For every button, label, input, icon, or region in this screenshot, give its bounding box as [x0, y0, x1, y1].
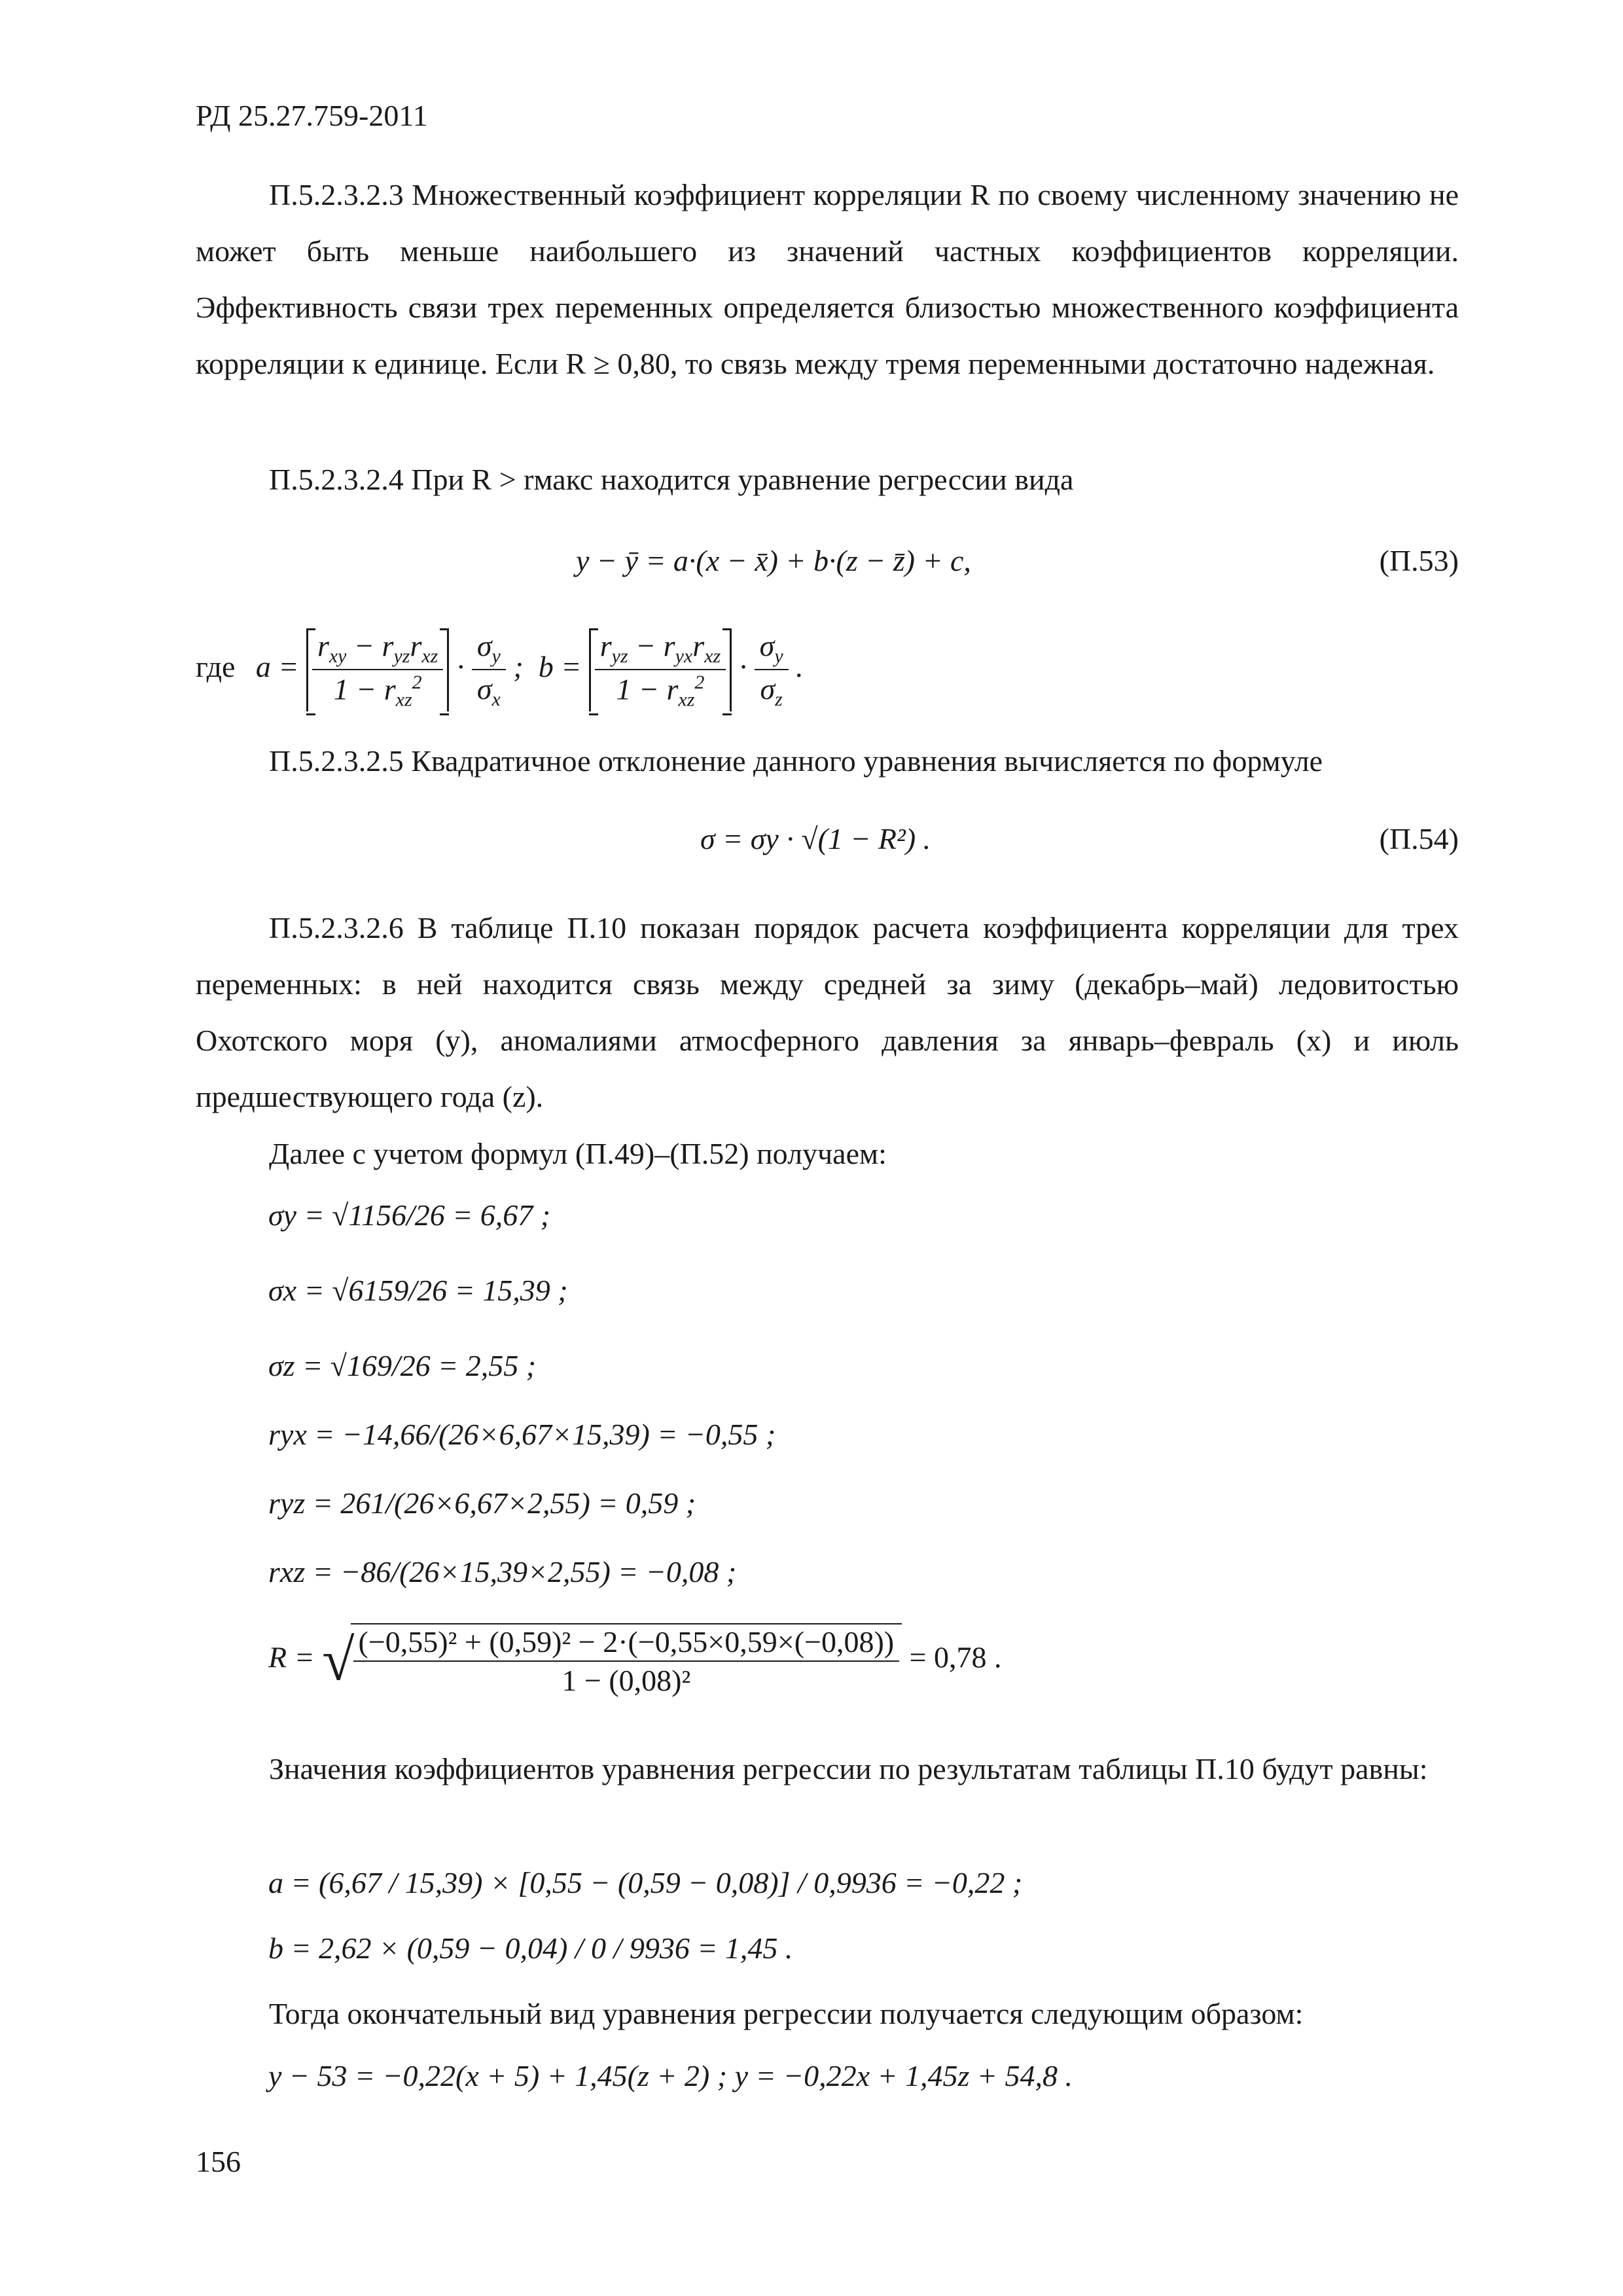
calc-r-xz: rxz = −86/(26×15,39×2,55) = −0,08 ; [268, 1555, 737, 1588]
b-fraction: $\frac{r_{yz} - r_{yx}r_{xz}}{1 - r_{xz}^2}$ [595, 628, 726, 711]
paragraph-further: Далее с учетом формул (П.49)–(П.52) получаем: [269, 1137, 887, 1170]
calc-R [268, 1623, 1002, 1698]
paragraph-5-2-3-2-3: П.5.2.3.2.3 Множественный коэффициент корреляции R по своему численному значению не может быть меньше наибольшего из значений частных коэффициентов корреляции. Эффективность связи трех переменных определяется близостью множественного коэффициента корреляции к единице. Если R ≥ 0,80, то связь между тремя переменными достаточно надежная. [196, 178, 1459, 380]
calc-sigma-y: σy = √1156/26 = 6,67 ; [268, 1198, 551, 1232]
paragraph-coefficients: Значения коэффициентов уравнения регрессии по результатам таблицы П.10 будут равны: [269, 1752, 1428, 1785]
sqrt-sign: √ [322, 1628, 355, 1693]
coef-a-formula: a = $\frac{r_{xy} - r_{yz}r_{xz}}{1 - r_{xz}^2}$ · $\frac{\sigma_y}{\sigma_x}$ ; b = $\frac{r_{yz} - r_{yx}r_{xz}}{1 - r_{xz}^2}$ · $\frac{\sigma_y}{\sigma_z}$ . [255, 629, 804, 711]
R-denominator: 1 − (0,08)² [562, 1664, 691, 1697]
R-result: = 0,78 . [909, 1640, 1002, 1674]
equation-number-p54: (П.54) [1379, 822, 1459, 855]
R-fraction [351, 1623, 902, 1698]
coefficient-definitions [196, 628, 804, 711]
a-bracket [306, 628, 449, 711]
coef-b-value: b = 2,62 × (0,59 − 0,04) / 0 / 9936 = 1,45 . [268, 1931, 793, 1965]
calc-sigma-z: σz = √169/26 = 2,55 ; [268, 1349, 537, 1382]
final-equation: y − 53 = −0,22(x + 5) + 1,45(z + 2) ; y = −0,22x + 1,45z + 54,8 . [268, 2059, 1073, 2092]
a-sigma-ratio: $\frac{\sigma_y}{\sigma_x}$ [472, 628, 506, 711]
a-fraction: $\frac{r_{xy} - r_{yz}r_{xz}}{1 - r_{xz}^2}$ [312, 628, 443, 711]
calc-sigma-x: σx = √6159/26 = 15,39 ; [268, 1274, 568, 1307]
b-sigma-ratio: $\frac{\sigma_y}{\sigma_z}$ [755, 628, 789, 711]
paragraph-5-2-3-2-5: П.5.2.3.2.5 Квадратичное отклонение данного уравнения вычисляется по формуле [269, 744, 1323, 778]
coef-a-value: a = (6,67 / 15,39) × [0,55 − (0,59 − 0,08)] / 0,9936 = −0,22 ; [268, 1866, 1023, 1899]
where-label: где [196, 649, 236, 683]
equation-p54: σ = σy · √(1 − R²) . [700, 822, 931, 855]
paragraph-5-2-3-2-4: П.5.2.3.2.4 При R > rмакс находится уравнение регрессии вида [269, 463, 1074, 496]
calc-r-yz: ryz = 261/(26×6,67×2,55) = 0,59 ; [268, 1486, 696, 1520]
equation-p53: y − ȳ = a·(x − x̄) + b·(z − z̄) + c, [576, 544, 971, 577]
paragraph-final: Тогда окончательный вид уравнения регрессии получается следующим образом: [269, 1997, 1304, 2030]
b-bracket [589, 628, 732, 711]
page-number: 156 [196, 2145, 241, 2178]
R-numerator: (−0,55)² + (0,59)² − 2·(−0,55×0,59×(−0,08)) [353, 1624, 900, 1662]
paragraph-5-2-3-2-6: П.5.2.3.2.6 В таблице П.10 показан порядок расчета коэффициента корреляции для трех переменных: в ней находится связь между средней за зиму (декабрь–май) ледовитостью Охотского моря (y), аномалиями атмосферного давления за январь–февраль (x) и июль предшествующего года (z). [196, 911, 1459, 1113]
calc-r-yx: ryx = −14,66/(26×6,67×15,39) = −0,55 ; [268, 1418, 776, 1451]
equation-number-p53: (П.53) [1379, 544, 1459, 577]
document-header: РД 25.27.759-2011 [196, 99, 428, 132]
R-label: R = [268, 1640, 315, 1674]
